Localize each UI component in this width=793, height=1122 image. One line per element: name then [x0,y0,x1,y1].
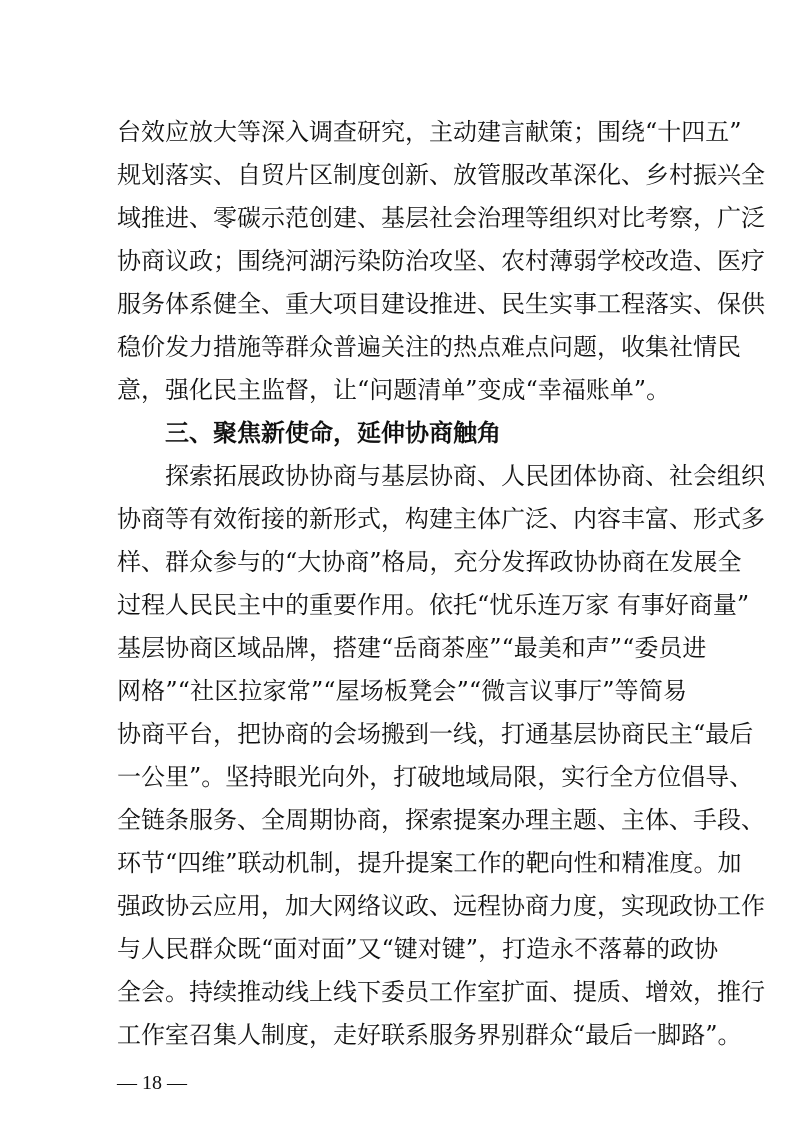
paragraph-1-line-4: 协商议政；围绕河湖污染防治攻坚、农村薄弱学校改造、医疗 [117,247,765,275]
section-heading: 三、聚焦新使命，延伸协商触角 [165,419,501,447]
paragraph-1-line-2: 规划落实、自贸片区制度创新、放管服改革深化、乡村振兴全 [117,161,765,189]
paragraph-2-line-7: 协商平台，把协商的会场搬到一线，打通基层协商民主“最后 [117,720,754,748]
paragraph-2-line-5: 基层协商区域品牌，搭建“岳商茶座”“最美和声”“委员进 [117,634,707,662]
paragraph-2-line-13: 全会。持续推动线上线下委员工作室扩面、提质、增效，推行 [117,978,765,1006]
paragraph-2-line-11: 强政协云应用，加大网络议政、远程协商力度，实现政协工作 [117,892,765,920]
paragraph-2-line-14: 工作室召集人制度，走好联系服务界别群众“最后一脚路”。 [117,1021,742,1049]
paragraph-2-line-1: 探索拓展政协协商与基层协商、人民团体协商、社会组织 [165,462,765,490]
page-number: — 18 — [117,1072,187,1094]
paragraph-2-line-8: 一公里”。坚持眼光向外，打破地域局限，实行全方位倡导、 [117,763,754,791]
paragraph-2-line-4: 过程人民民主中的重要作用。依托“忧乐连万家 有事好商量” [117,591,750,619]
paragraph-2-line-6: 网格”“社区拉家常”“屋场板凳会”“微言议事厅”等简易 [117,677,687,705]
paragraph-2-line-12: 与人民群众既“面对面”又“键对键”，打造永不落幕的政协 [117,935,719,963]
paragraph-1-line-1: 台效应放大等深入调查研究，主动建言献策；围绕“十四五” [117,118,742,146]
paragraph-2-line-10: 环节“四维”联动机制，提升提案工作的靶向性和精准度。加 [117,849,742,877]
paragraph-2-line-2: 协商等有效衔接的新形式，构建主体广泛、内容丰富、形式多 [117,505,765,533]
paragraph-1-line-3: 域推进、零碳示范创建、基层社会治理等组织对比考察，广泛 [117,204,765,232]
paragraph-2-line-3: 样、群众参与的“大协商”格局，充分发挥政协协商在发展全 [117,548,742,576]
paragraph-1-line-7: 意，强化民主监督，让“问题清单”变成“幸福账单”。 [117,376,671,404]
paragraph-2-line-9: 全链条服务、全周期协商，探索提案办理主题、主体、手段、 [117,806,765,834]
paragraph-1-line-5: 服务体系健全、重大项目建设推进、民生实事工程落实、保供 [117,290,765,318]
paragraph-1-line-6: 稳价发力措施等群众普遍关注的热点难点问题，收集社情民 [117,333,741,361]
